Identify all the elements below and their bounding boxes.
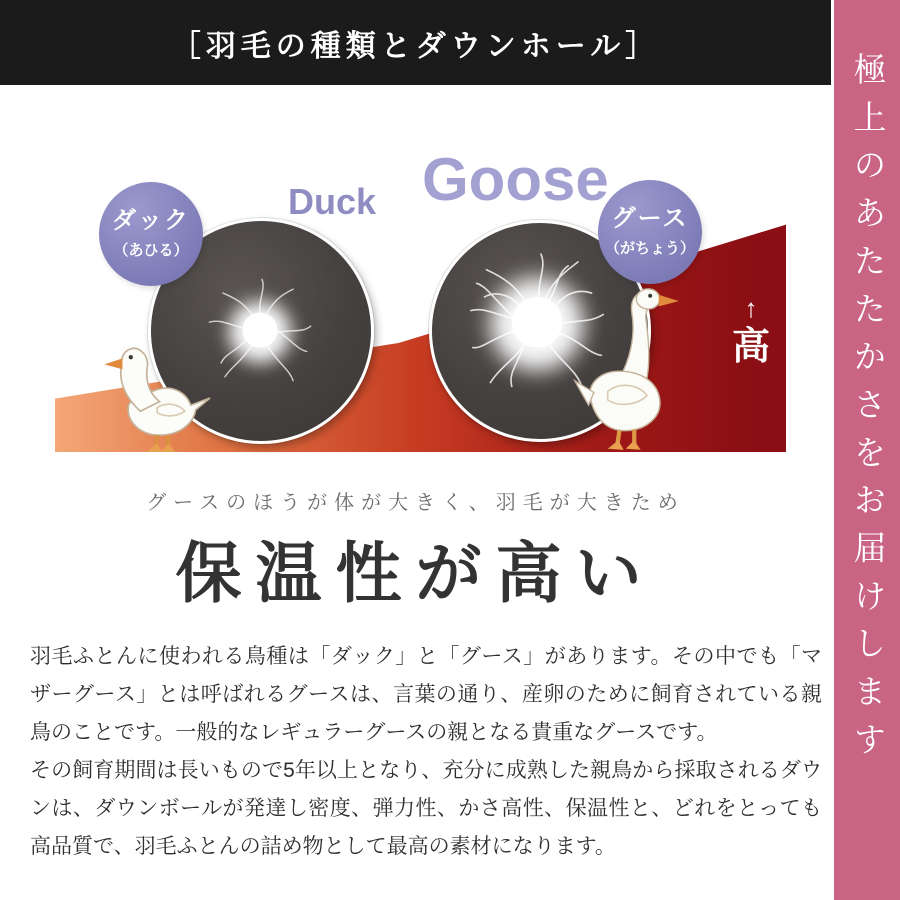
- goose-en-label: Goose: [422, 146, 609, 213]
- page-title: ［羽毛の種類とダウンホール］: [170, 29, 661, 63]
- duck-jp-label: ダック: [112, 207, 190, 235]
- comparison-diagram: [0, 85, 831, 470]
- goose-illustration: [571, 283, 689, 453]
- goose-jp-label: グース: [611, 205, 689, 233]
- high-label: 高: [731, 326, 770, 368]
- goose-jp-reading: （がちょう）: [604, 239, 695, 257]
- body-copy: [30, 638, 822, 866]
- headline-title: 保温性が高い: [175, 536, 656, 610]
- header-banner: [0, 0, 831, 85]
- headline-subtitle: グースのほうが体が大きく、羽毛が大きため: [146, 492, 685, 514]
- side-banner: [834, 0, 900, 900]
- side-banner-text: 極上のあたたかさをお届けします: [848, 52, 885, 770]
- goose-label-circle: [598, 180, 702, 284]
- duck-jp-reading: （あひる）: [113, 241, 189, 259]
- body-paragraph-1: 羽毛ふとんに使われる鳥種は「ダック」と「グース」があります。その中でも「マザーグース」とは呼ばれるグースは、言葉の通り、産卵のために飼育されている親鳥のことです。一般的なレギュラーグースの親となる貴重なグースです。: [30, 645, 822, 744]
- duck-label-circle: [99, 182, 203, 286]
- body-paragraph-2: その飼育期間は長いもので5年以上となり、充分に成熟した親鳥から採取されるダウンは、ダウンボールが発達し密度、弾力性、かさ高性、保温性と、どれをとっても高品質で、羽毛ふとんの詰め物として最高の素材になります。: [30, 759, 822, 858]
- warmth-axis: [721, 295, 781, 369]
- duck-en-label: Duck: [288, 181, 377, 222]
- duck-illustration: [102, 337, 222, 459]
- arrow-up-icon: ↑: [744, 293, 758, 323]
